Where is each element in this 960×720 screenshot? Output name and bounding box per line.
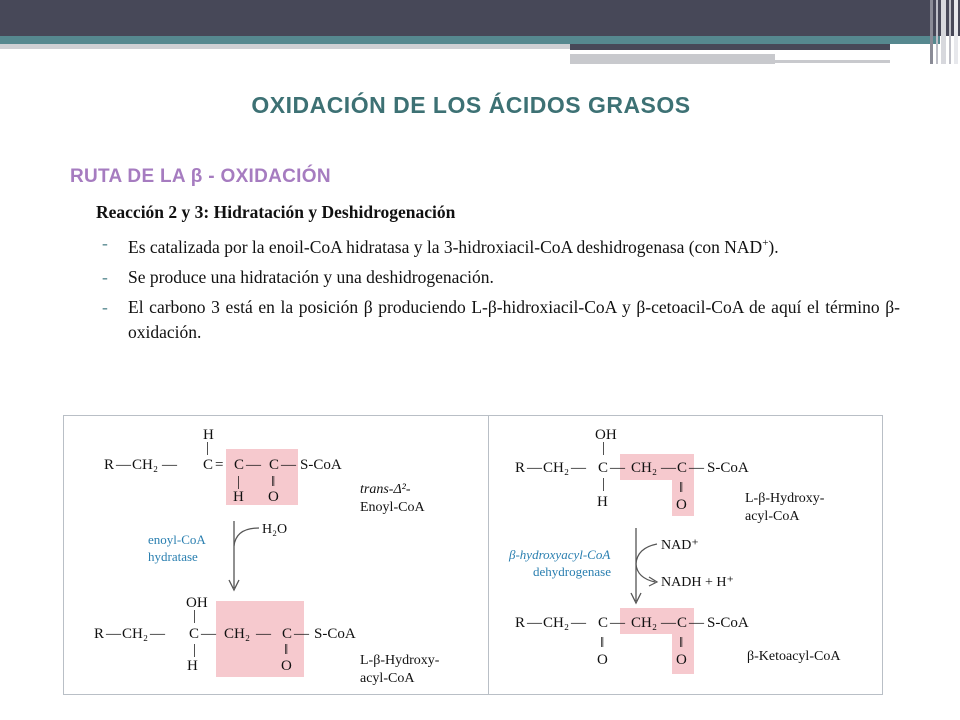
atom-label: ‖ (284, 642, 289, 658)
atom-label: — (246, 457, 261, 473)
atom-label: S-CoA (707, 615, 749, 631)
atom-label: H (233, 489, 244, 505)
bullet-text-end: ). (768, 236, 779, 257)
atom-label: CH₂ (543, 460, 570, 476)
atom-label: C (677, 460, 688, 476)
molecule-name: trans-Δ²- (360, 482, 411, 497)
enzyme-label: β-hydroxyacyl-CoA (509, 547, 611, 562)
atom-label: — (689, 460, 704, 476)
bullet-item (96, 231, 900, 260)
bullet-item (96, 295, 900, 345)
atom-label: | (206, 440, 210, 456)
atom-label: C (282, 626, 293, 642)
cofactor-arrow (636, 544, 657, 582)
bullet-text: El carbono 3 está en la posición β produciendo L-β-hidroxiacil-CoA y β-cetoacil-CoA de aquí el término β-oxidación. (128, 296, 900, 342)
atom-label: C (189, 626, 200, 642)
atom-label: H (187, 658, 198, 674)
bullet-text: Es catalizada por la enoil-CoA hidratasa y la 3-hidroxiacil-CoA deshidrogenasa (con NAD (128, 236, 763, 257)
atom-label: R (94, 626, 105, 642)
atom-label: CH₂ (631, 460, 658, 476)
atom-label: O (597, 652, 608, 668)
enzyme-label: hydratase (148, 549, 198, 564)
atom-label: O (676, 652, 687, 668)
reaction-heading: Reacción 2 y 3: Hidratación y Deshidrogenación (96, 202, 456, 222)
atom-label: R (515, 615, 526, 631)
molecule-name: β-Ketoacyl-CoA (747, 649, 841, 664)
header-accent-bar (0, 36, 940, 44)
reagent-arrow (234, 528, 259, 546)
bullet-dash: - (102, 266, 108, 287)
atom-label: O (281, 658, 292, 674)
header-rule (0, 44, 570, 49)
atom-label: R (104, 457, 115, 473)
atom-label: ‖ (271, 474, 276, 490)
atom-label: C (269, 457, 280, 473)
header-rule (570, 51, 888, 53)
atom-label: CH₂ (543, 615, 570, 631)
dehydrogenation-panel (489, 416, 882, 694)
atom-label: — (106, 626, 121, 642)
bullet-superscript: + (762, 237, 769, 249)
enzyme-label: dehydrogenase (533, 564, 611, 579)
atom-label: — (610, 615, 625, 631)
cofactor-label: NAD⁺ (661, 538, 699, 553)
atom-label: O (268, 489, 279, 505)
atom-label: — (162, 457, 177, 473)
hydration-panel (64, 416, 488, 694)
atom-label: — (661, 460, 676, 476)
bullet-text: Se produce una hidratación y una deshidrogenación. (128, 266, 494, 287)
header-stripes (930, 0, 960, 64)
slide-subtitle: RUTA DE LA β - OXIDACIÓN (70, 166, 331, 187)
atom-label: C (598, 460, 609, 476)
atom-label: OH (595, 427, 617, 443)
atom-label: — (661, 615, 676, 631)
molecule-name: acyl-CoA (360, 671, 415, 686)
reaction-figure (63, 415, 883, 695)
bullet-item (96, 265, 900, 290)
molecule-name: Enoyl-CoA (360, 500, 425, 515)
atom-label: — (571, 460, 586, 476)
atom-label: | (602, 440, 606, 456)
atom-label: S-CoA (300, 457, 342, 473)
atom-label: | (193, 642, 197, 658)
header-rule (570, 44, 890, 50)
atom-label: — (281, 457, 296, 473)
reagent-label: H₂O (262, 522, 288, 537)
atom-label: — (256, 626, 271, 642)
atom-label: = (215, 457, 224, 473)
atom-label: | (602, 476, 606, 492)
slide-title: OXIDACIÓN DE LOS ÁCIDOS GRASOS (251, 92, 691, 118)
atom-label: C (203, 457, 214, 473)
atom-label: ‖ (679, 480, 684, 496)
molecule-name: L-β-Hydroxy- (360, 653, 440, 668)
atom-label: — (527, 460, 542, 476)
atom-label: S-CoA (707, 460, 749, 476)
atom-label: C (234, 457, 245, 473)
atom-label: CH₂ (132, 457, 159, 473)
atom-label: — (294, 626, 309, 642)
atom-label: OH (186, 595, 208, 611)
header-rule (775, 60, 890, 63)
atom-label: H (203, 427, 214, 443)
atom-label: ‖ (600, 635, 605, 651)
atom-label: S-CoA (314, 626, 356, 642)
atom-label: ‖ (679, 635, 684, 651)
atom-label: — (571, 615, 586, 631)
atom-label: C (598, 615, 609, 631)
atom-label: — (689, 615, 704, 631)
atom-label: O (676, 497, 687, 513)
atom-label: | (193, 608, 197, 624)
atom-label: CH₂ (631, 615, 658, 631)
slide-content (96, 200, 900, 350)
atom-label: H (597, 494, 608, 510)
atom-label: R (515, 460, 526, 476)
atom-label: C (677, 615, 688, 631)
atom-label: — (116, 457, 131, 473)
molecule-name: acyl-CoA (745, 509, 800, 524)
atom-label: CH₂ (224, 626, 251, 642)
bullet-dash: - (102, 296, 108, 317)
atom-label: — (201, 626, 216, 642)
bullet-dash: - (102, 233, 108, 253)
atom-label: — (610, 460, 625, 476)
header-bar (0, 0, 960, 36)
enzyme-label: enoyl-CoA (148, 532, 206, 547)
header-rule (570, 54, 775, 64)
molecule-name: L-β-Hydroxy- (745, 491, 825, 506)
atom-label: — (527, 615, 542, 631)
atom-label: CH₂ (122, 626, 149, 642)
cofactor-label: NADH + H⁺ (661, 575, 734, 590)
atom-label: — (150, 626, 165, 642)
atom-label: | (237, 474, 241, 490)
